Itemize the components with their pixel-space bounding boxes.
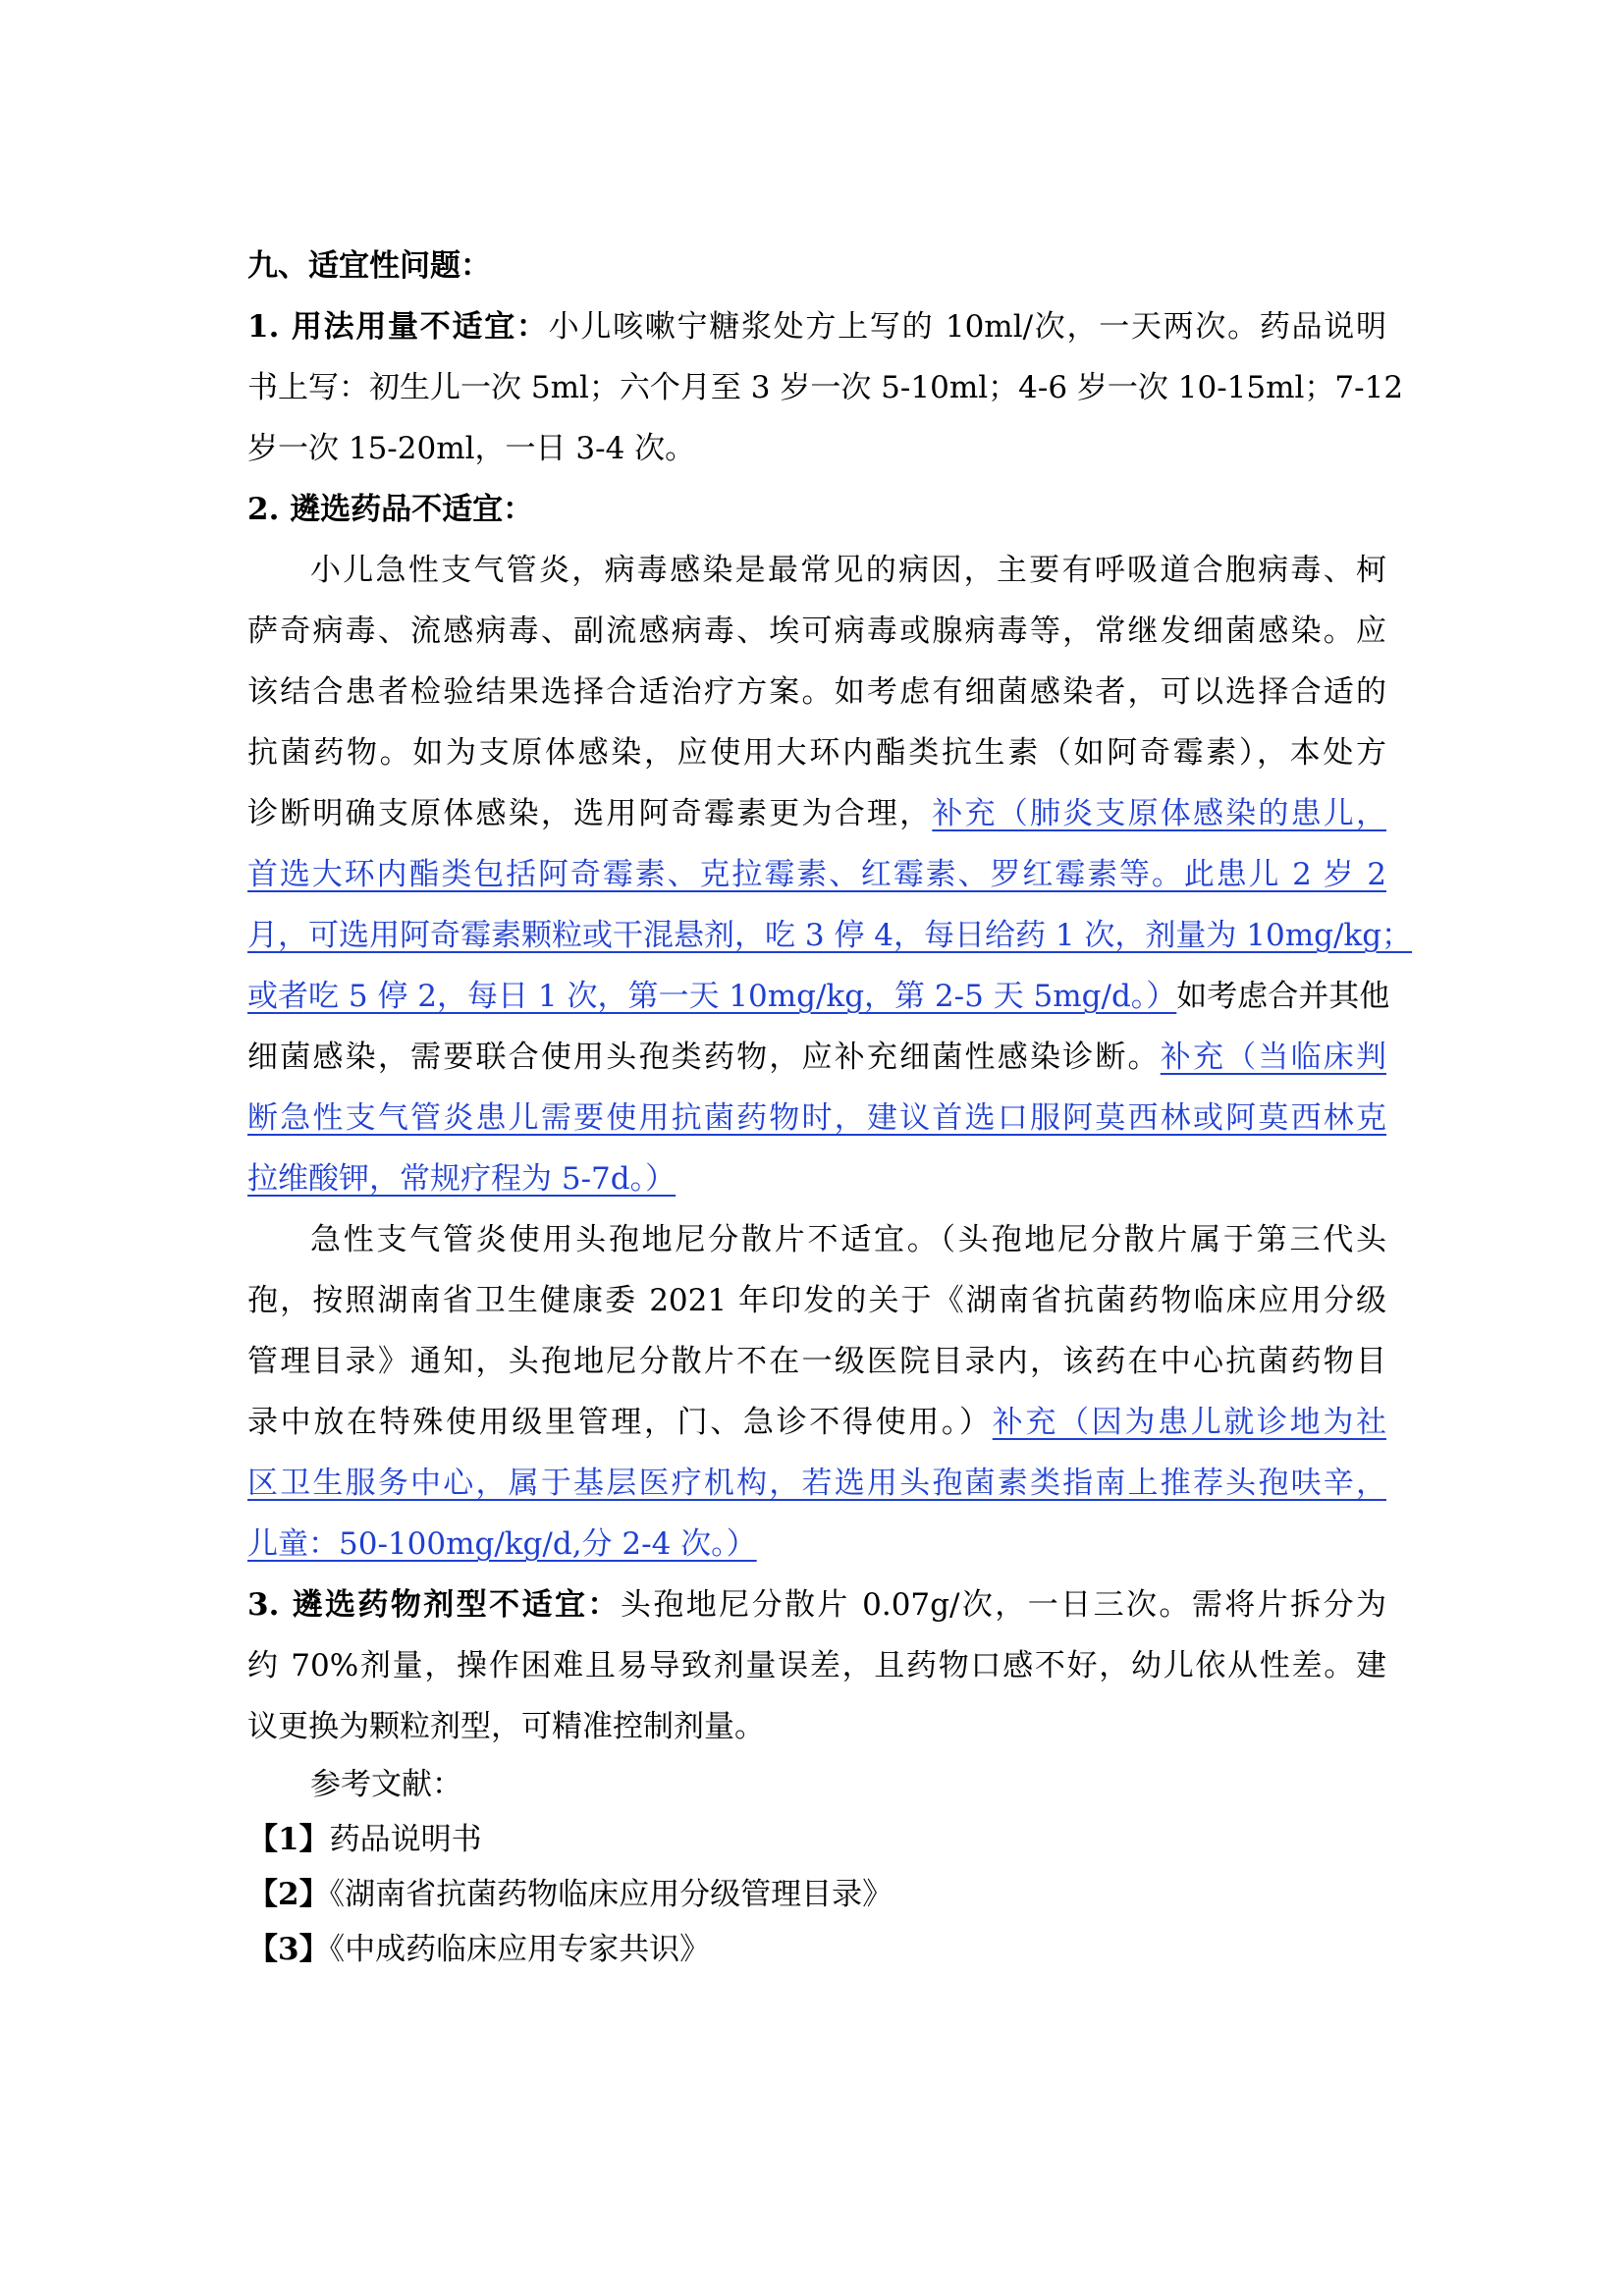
item1-line2: 书上写：初生儿一次 5ml；六个月至 3 岁一次 5-10ml；4-6 岁一次 10-15ml；7-12: [247, 370, 1404, 405]
supplement-link-2-cont[interactable]: 断急性支气管炎患儿需要使用抗菌药物时，建议首选口服阿莫西林或阿莫西林克: [247, 1100, 1386, 1136]
document-page: [247, 236, 1413, 1977]
reference-text: 《中成药临床应用专家共识》: [329, 1932, 711, 1967]
item2-p1-line6: [247, 844, 1386, 905]
reference-text: 药品说明书: [329, 1822, 482, 1857]
reference-number: 【2】: [247, 1877, 330, 1912]
item1-line1: [247, 296, 1386, 357]
supplement-link-2-cont[interactable]: 拉维酸钾，常规疗程为 5-7d。）: [247, 1161, 677, 1197]
item2-p2-line6: [247, 1514, 1386, 1575]
supplement-link-1-cont[interactable]: 月，可选用阿奇霉素颗粒或干混悬剂，吃 3 停 4，每日给药 1 次，剂量为 10mg/kg；: [247, 918, 1413, 953]
item2-p2-line1: 急性支气管炎使用头孢地尼分散片不适宜。（头孢地尼分散片属于第三代头: [310, 1222, 1386, 1257]
reference-text: 《湖南省抗菌药物临床应用分级管理目录》: [329, 1877, 893, 1912]
item2-p1-line4: 抗菌药物。如为支原体感染，应使用大环内酯类抗生素（如阿奇霉素），本处方: [247, 735, 1386, 771]
item2-p1-line9: [247, 1027, 1386, 1088]
reference-number: 【1】: [247, 1822, 330, 1857]
item3-label: 3. 遴选药物剂型不适宜：: [247, 1587, 621, 1623]
item2-p1-line3: 该结合患者检验结果选择合适治疗方案。如考虑有细菌感染者，可以选择合适的: [247, 674, 1386, 710]
supplement-link-2[interactable]: 补充（当临床判: [1160, 1040, 1387, 1075]
supplement-link-1-cont[interactable]: 首选大环内酯类包括阿奇霉素、克拉霉素、红霉素、罗红霉素等。此患儿 2 岁 2: [247, 857, 1386, 892]
item2-p1-line1: 小儿急性支气管炎，病毒感染是最常见的病因，主要有呼吸道合胞病毒、柯: [310, 553, 1386, 588]
item2-p1-line8-text: 如考虑合并其他: [1176, 979, 1390, 1014]
reference-item-3: [247, 1922, 1386, 1977]
item3-line2: 约 70%剂量，操作困难且易导致剂量误差，且药物口感不好，幼儿依从性差。建: [247, 1648, 1386, 1683]
supplement-link-1[interactable]: 补充（肺炎支原体感染的患儿，: [932, 796, 1387, 831]
reference-number: 【3】: [247, 1932, 330, 1967]
item2-p1-line5: [247, 783, 1386, 844]
item1-line3: 岁一次 15-20ml，一日 3-4 次。: [247, 431, 696, 466]
item3-line1: [247, 1575, 1386, 1635]
item2-p2-line2: 孢，按照湖南省卫生健康委 2021 年印发的关于《湖南省抗菌药物临床应用分级: [247, 1283, 1386, 1318]
item3-line3: 议更换为颗粒剂型，可精准控制剂量。: [247, 1709, 765, 1744]
section-title: 九、适宜性问题：: [247, 248, 491, 284]
supplement-link-3[interactable]: 补充（因为患儿就诊地为社: [992, 1405, 1386, 1440]
item2-p1-line11: [247, 1148, 1386, 1209]
item2-p1-line5-text: 诊断明确支原体感染，选用阿奇霉素更为合理，: [247, 796, 933, 831]
item2-label: 2. 遴选药品不适宜：: [247, 492, 534, 527]
item2-p2-line5: [247, 1453, 1386, 1514]
supplement-link-3-cont[interactable]: 区卫生服务中心，属于基层医疗机构，若选用头孢菌素类指南上推荐头孢呋辛，: [247, 1466, 1386, 1501]
item2-p1-line10: [247, 1088, 1386, 1148]
item2-p1-line9-text: 细菌感染，需要联合使用头孢类药物，应补充细菌性感染诊断。: [247, 1040, 1161, 1075]
item1-label: 1. 用法用量不适宜：: [247, 309, 549, 345]
reference-item-1: [247, 1812, 1386, 1867]
item2-p2-line4: [247, 1392, 1386, 1453]
supplement-link-3-cont[interactable]: 儿童：50-100mg/kg/d,分 2-4 次。）: [247, 1526, 757, 1562]
references-title: 参考文献：: [310, 1767, 462, 1802]
item2-p1-line2: 萨奇病毒、流感病毒、副流感病毒、埃可病毒或腺病毒等，常继发细菌感染。应: [247, 614, 1386, 649]
item2-p2-line4-text: 录中放在特殊使用级里管理，门、急诊不得使用。）: [247, 1405, 993, 1440]
reference-item-2: [247, 1867, 1386, 1922]
item2-p1-line7: [247, 905, 1413, 966]
item2-p2-line3: 管理目录》通知，头孢地尼分散片不在一级医院目录内，该药在中心抗菌药物目: [247, 1344, 1386, 1379]
item1-text: 小儿咳嗽宁糖浆处方上写的 10ml/次，一天两次。药品说明: [548, 309, 1386, 345]
item2-p1-line8: [247, 966, 1390, 1027]
supplement-link-1-cont[interactable]: 或者吃 5 停 2，每日 1 次，第一天 10mg/kg，第 2-5 天 5mg/d。）: [247, 979, 1177, 1014]
item3-text: 头孢地尼分散片 0.07g/次，一日三次。需将片拆分为: [620, 1587, 1386, 1623]
